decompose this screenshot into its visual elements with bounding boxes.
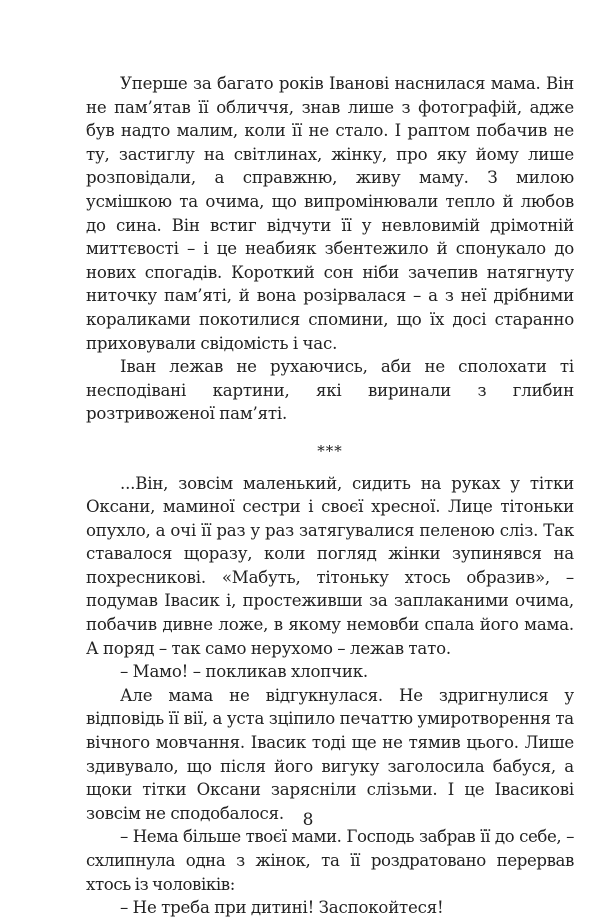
paragraph-dream: Уперше за багато років Іванові наснилася мама. Він не пам’ятав її обличчя, знав лише з фотографій, адже був надто малим, коли її не стало. І раптом побачив не ту, застиглу на світлинах, жінку, про яку йому лише розповідали, а справжню, живу маму. З милою усмішкою та очима, що випромінювали тепло й любов до сина. Він встиг відчути її у невловимій дрімотній миттєвості – і це неабияк збентежило й спонукало до нових спогадів. Короткий сон ніби зачепив натягнуту ниточку пам’яті, й вона розірвалася – а з неї дрібними кораликами покотилися спомини, що їх досі старанно приховували свідомість і час. [86,74,574,353]
paragraph-mom-silent: Але мама не відгукнулася. Не здригнулися у відповідь її вії, а уста зціпило печаттю умиротворення та вічного мовчання. Івасик тоді ще не тямив цього. Лише здивувало, що після його вигуку заголосила бабуся, а щоки тітки Оксани зарясніли слізьми. І це Івасикові зовсім не сподобалося. [86,685,574,823]
paragraph-lying-still: Іван лежав не рухаючись, аби не сполохати ті несподівані картини, які виринали з глибин розтривоженої пам’яті. [86,357,574,424]
section-separator: *** [317,441,343,460]
paragraph-calm-down: – Не треба при дитині! Заспокойтеся! [120,898,444,918]
paragraph-aunt-oksana: ...Він, зовсім маленький, сидить на руках у тітки Оксани, маминої сестри і своєї хресної. Лице тітоньки опухло, а очі її раз у раз затягувалися пеленою сліз. Так ставалося щоразу, коли погляд жінки зупинявся на похресникові. «Мабуть, тітоньку хтось образив», – подумав Івасик і, простеживши за заплаканими очима, побачив дивне ложе, в якому немовби спала його мама. А поряд – так само нерухомо – лежав тато. [86,473,574,658]
paragraph-mom-call: – Мамо! – покликав хлопчик. [120,662,368,682]
book-page [86,72,574,918]
paragraph-woman-sob: – Нема більше твоєї мами. Господь забрав її до себе, – схлипнула одна з жінок, та її роздратовано перервав хтось із чоловіків: [86,827,574,894]
page-number: 8 [302,810,314,830]
